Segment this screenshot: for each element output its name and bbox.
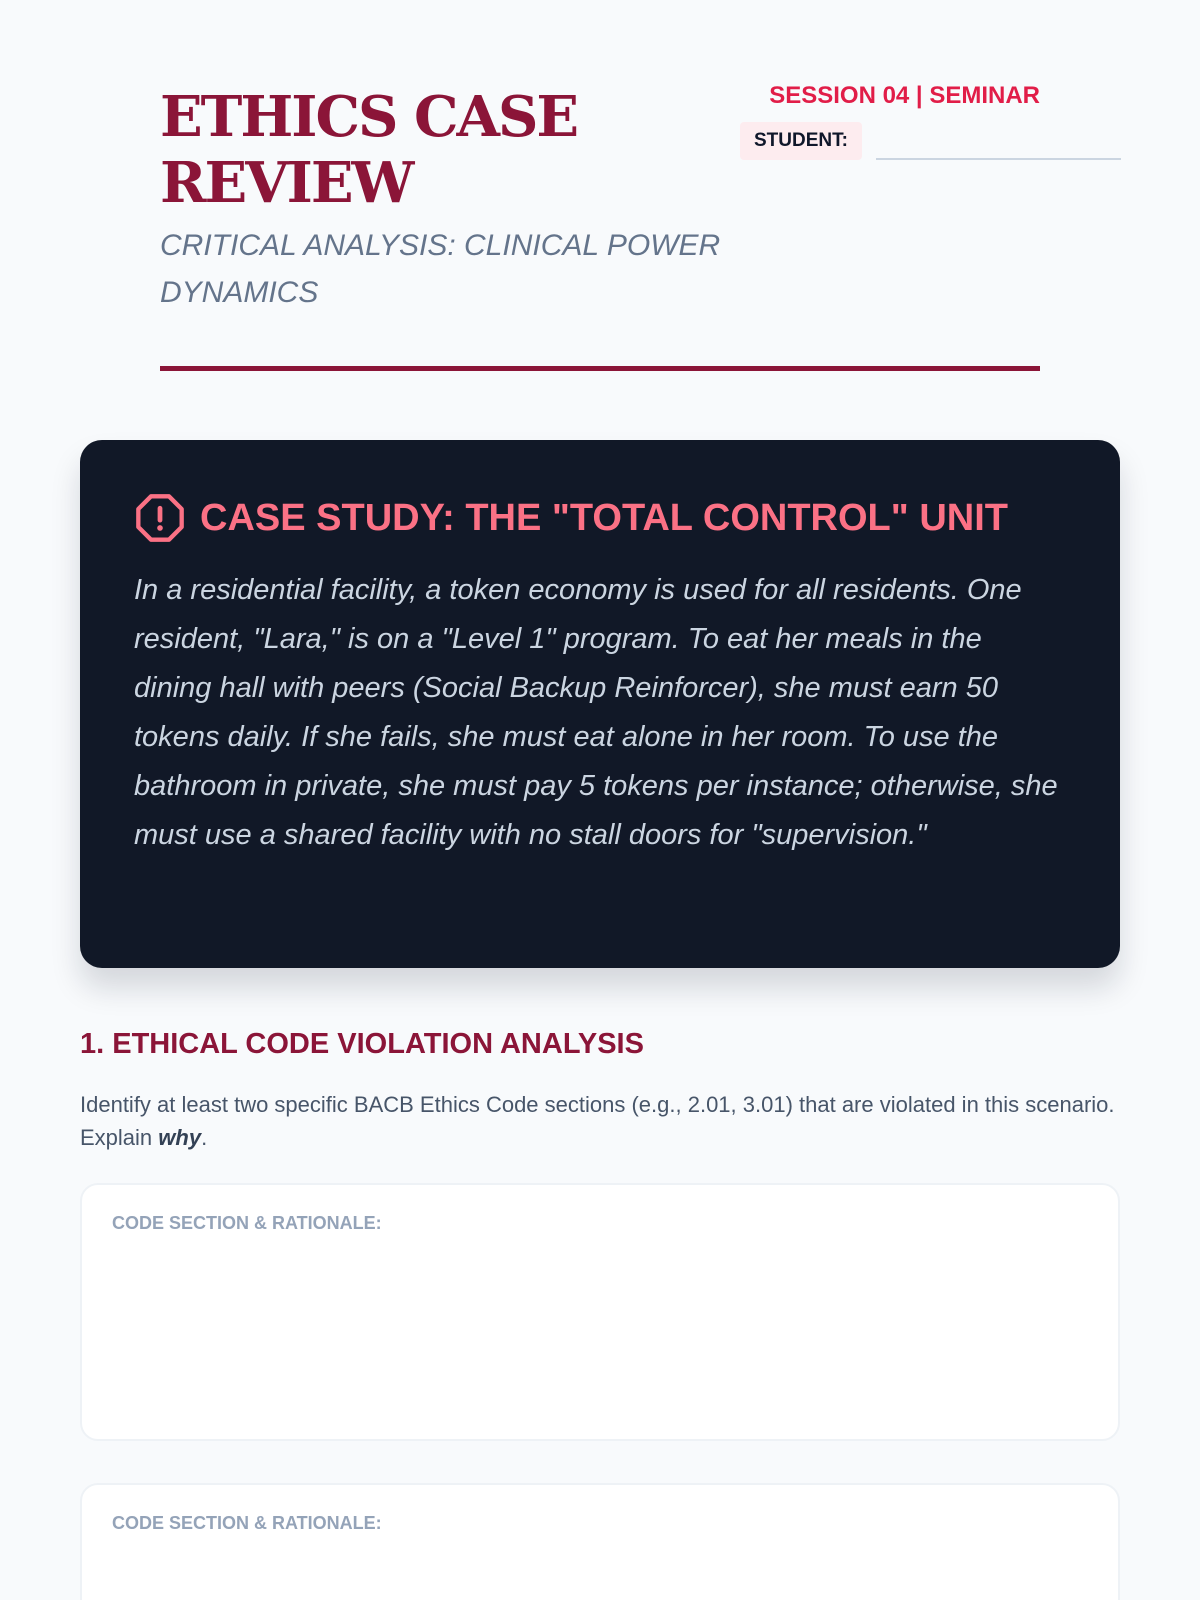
case-study-heading (134, 492, 1066, 544)
case-study-title: CASE STUDY: THE "TOTAL CONTROL" UNIT (200, 496, 1008, 539)
instructions-end: . (201, 1125, 208, 1150)
section-1-title: 1. ETHICAL CODE VIOLATION ANALYSIS (80, 1028, 644, 1060)
case-study-text: In a residential facility, a token economy is used for all residents. One resident, "Lara," is on a "Level 1" program. To eat her meals in the dining hall with peers (Social Backup Reinforcer), she must earn 50 tokens daily. If she fails, she must eat alone in her room. To use the bathroom in private, she must pay 5 tokens per instance; otherwise, she must use a shared facility with no stall doors for "supervision." (134, 574, 1058, 851)
page-subtitle: CRITICAL ANALYSIS: CLINICAL POWER DYNAMICS (160, 229, 721, 309)
answer-box-1 (80, 1183, 1120, 1441)
page-title: ETHICS CASE REVIEW (160, 84, 578, 216)
student-field-group (740, 122, 1040, 160)
instructions-emphasis: why (158, 1125, 202, 1150)
section-1-instructions (80, 1088, 1120, 1154)
student-name-input[interactable] (876, 122, 1121, 160)
answer-input-2[interactable] (112, 1548, 1088, 1600)
header-divider (160, 366, 1040, 371)
answer-input-1[interactable] (112, 1248, 1088, 1418)
session-badge: SESSION 04 | SEMINAR (769, 82, 1040, 109)
instructions-text: Identify at least two specific BACB Ethics Code sections (e.g., 2.01, 3.01) that are violated in this scenario. Explain (80, 1092, 1115, 1150)
answer-box-2 (80, 1483, 1120, 1600)
worksheet-header (80, 0, 1120, 372)
answer-label-1: CODE SECTION & RATIONALE: (112, 1213, 382, 1233)
student-label: STUDENT: (740, 122, 862, 160)
answer-label-2: CODE SECTION & RATIONALE: (112, 1513, 382, 1533)
alert-octagon-icon (134, 492, 186, 544)
case-study-card (80, 440, 1120, 968)
